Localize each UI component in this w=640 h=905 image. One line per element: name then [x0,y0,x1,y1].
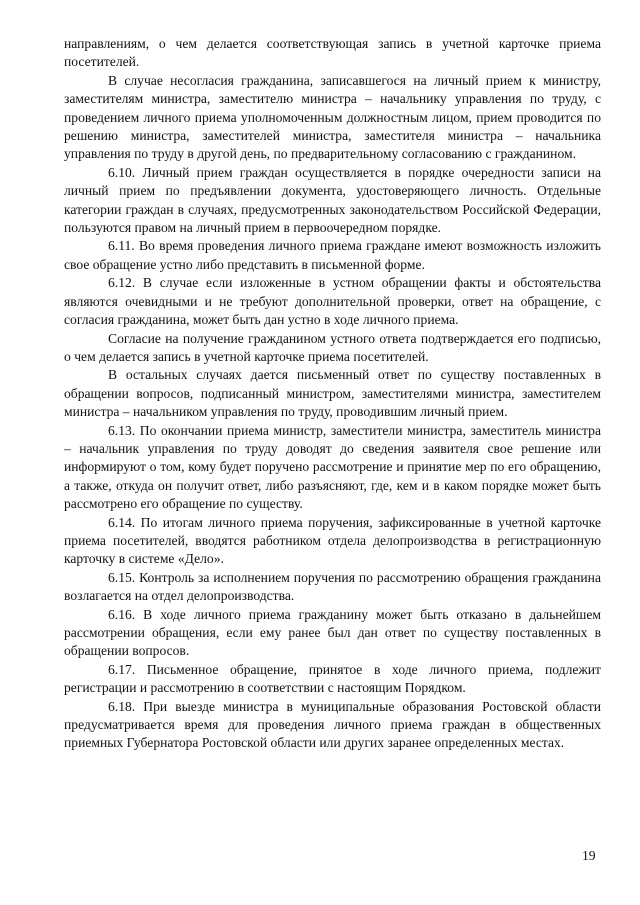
page-number: 19 [582,848,596,863]
paragraph-6-11: 6.11. Во время проведения личного приема граждане имеют возможность изложить свое обращение устно либо представить в письменной форме. [64,238,601,272]
paragraph-6-12: 6.12. В случае если изложенные в устном обращении факты и обстоятельства являются очевидными и не требуют дополнительной проверки, ответ на обращение, с согласия гражданина, может быть дан устно в ходе личного приема. [64,275,601,328]
paragraph-oral-consent: Согласие на получение гражданином устного ответа подтверждается его подписью, о чем делается запись в учетной карточке приема посетителей. [64,330,601,364]
paragraph-6-10: 6.10. Личный прием граждан осуществляется в порядке очередности записи на личный прием по предъявлении документа, удостоверяющего личность. Отдельные категории граждан в случаях, предусмотренных законодательством Российской Федерации, пользуются правом на личный прием в первоочередном порядке. [64,164,601,236]
paragraph-6-15: 6.15. Контроль за исполнением поручения по рассмотрению обращения гражданина возлагается на отдел делопроизводства. [64,569,601,604]
paragraph-written-answer: В остальных случаях дается письменный ответ по существу поставленных в обращении вопросов, подписанный министром, заместителями министра, заместителем министра – начальником управления по труду, проводившим личный прием. [64,367,601,420]
paragraph-6-14: 6.14. По итогам личного приема поручения, зафиксированные в учетной карточке приема посетителей, вводятся работником отдела делопроизводства в регистрационную карточку в системе «Дело». [64,514,601,567]
paragraph-6-18: 6.18. При выезде министра в муниципальные образования Ростовской области предусматривается время для проведения личного приема граждан в общественных приемных Губернатора Ростовской области или других заранее определенных местах. [64,698,601,751]
paragraph-continuation: направлениям, о чем делается соответствующая запись в учетной карточке приема посетителей. [64,36,601,70]
document-body [64,35,601,753]
paragraph-6-16: 6.16. В ходе личного приема гражданину может быть отказано в дальнейшем рассмотрении обращения, если ему ранее был дан ответ по существу поставленных в обращении вопросов. [64,606,601,659]
paragraph-disagreement: В случае несогласия гражданина, записавшегося на личный прием к министру, заместителям министра, заместителю министра – начальнику управления по труду, с проведением личного приема уполномоченным должностным лицом, прием проводится по решению министра, заместителей министра, заместителя министра – начальника управления по труду в другой день, по предварительному согласованию с гражданином. [64,72,601,162]
paragraph-6-17: 6.17. Письменное обращение, принятое в ходе личного приема, подлежит регистрации и рассмотрению в соответствии с настоящим Порядком. [64,661,601,696]
paragraph-6-13: 6.13. По окончании приема министр, заместители министра, заместитель министра – начальник управления по труду доводят до сведения заявителя свое решение или информируют о том, кому будет поручено рассмотрение и принятие мер по его обращению, а также, откуда он получит ответ, либо разъясняют, где, кем и в каком порядке может быть рассмотрено его обращение по существу. [64,422,601,512]
